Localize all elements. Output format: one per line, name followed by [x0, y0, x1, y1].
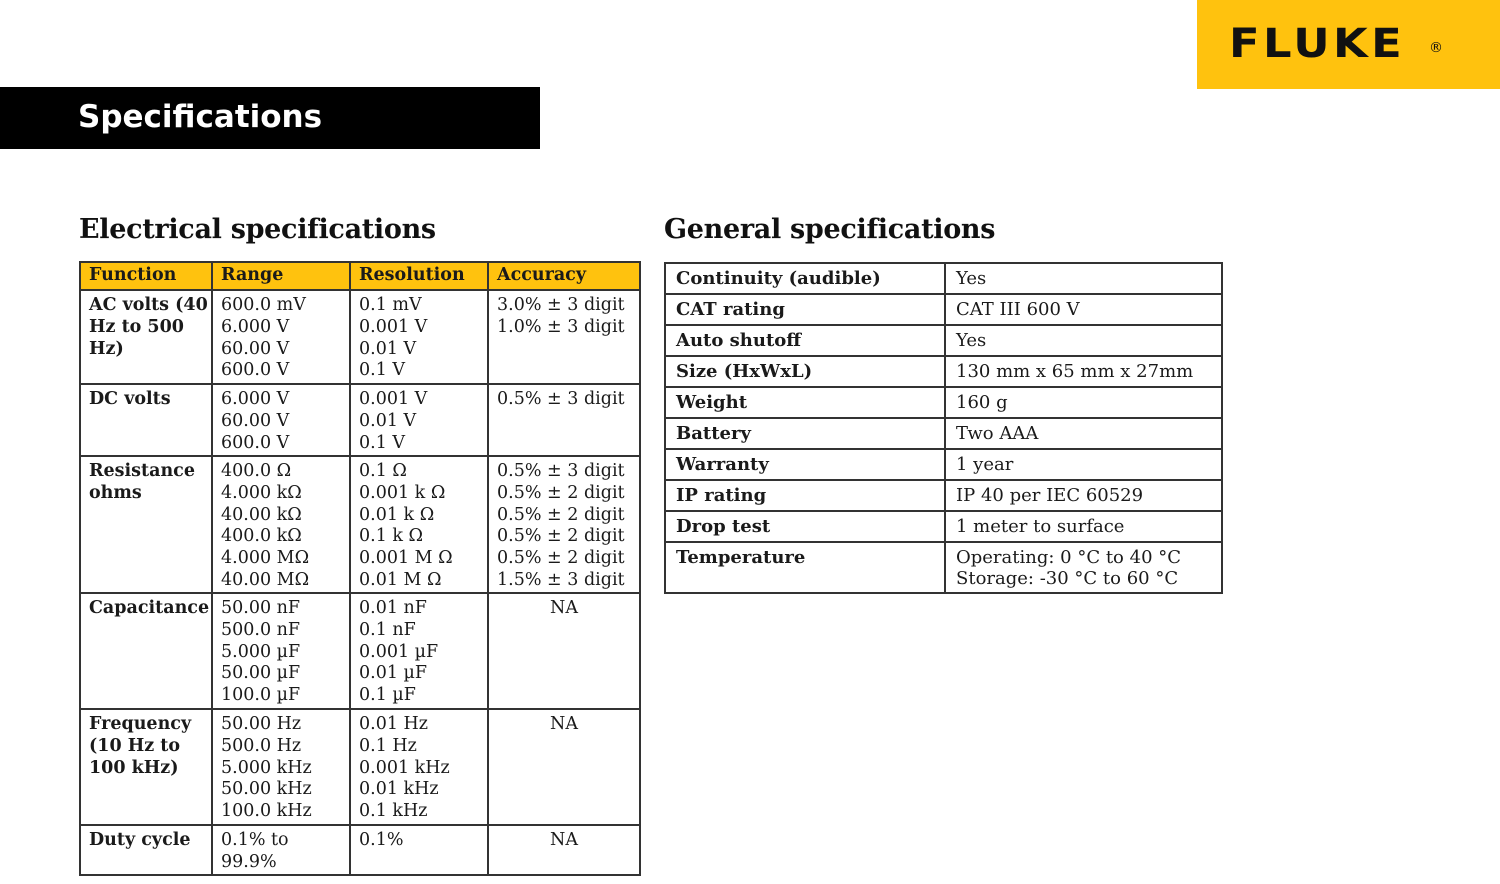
range-cell	[212, 456, 350, 593]
table-row	[80, 825, 640, 875]
range-value: 100.0 kHz	[221, 801, 312, 822]
accuracy-value: 0.5% ± 3 digit	[497, 389, 625, 409]
spec-label: IP rating	[665, 480, 945, 511]
function-cell: Duty cycle	[80, 825, 212, 875]
accuracy-value: NA	[550, 830, 578, 850]
accuracy-value: NA	[550, 598, 578, 618]
header-function: Function	[80, 262, 212, 290]
resolution-value: 0.001 µF	[359, 641, 439, 662]
range-value: 60.00 V	[221, 410, 290, 431]
function-cell: AC volts (40 Hz to 500 Hz)	[80, 290, 212, 384]
range-value: 6.000 V	[221, 389, 290, 409]
accuracy-value: 0.5% ± 2 digit	[497, 504, 625, 525]
page-title: Specifications	[78, 99, 323, 135]
resolution-value: 0.1 V	[359, 432, 406, 453]
accuracy-cell	[488, 384, 640, 456]
spec-value: IP 40 per IEC 60529	[945, 480, 1222, 511]
accuracy-value: NA	[550, 714, 578, 734]
spec-value: 1 meter to surface	[945, 511, 1222, 542]
resolution-value: 0.01 µF	[359, 663, 428, 684]
resolution-value: 0.01 nF	[359, 598, 427, 618]
function-cell: Capacitance	[80, 593, 212, 709]
table-row	[80, 456, 640, 593]
table-row	[665, 449, 1222, 480]
resolution-value: 0.1 nF	[359, 619, 416, 640]
range-cell	[212, 384, 350, 456]
range-value: 400.0 Ω	[221, 461, 292, 481]
accuracy-cell	[488, 456, 640, 593]
spec-value: Two AAA	[945, 418, 1222, 449]
accuracy-value: 0.5% ± 2 digit	[497, 482, 625, 503]
spec-label: Drop test	[665, 511, 945, 542]
spec-value: 1 year	[945, 449, 1222, 480]
accuracy-value: 1.0% ± 3 digit	[497, 316, 625, 337]
resolution-cell	[350, 384, 488, 456]
resolution-value: 0.1 Hz	[359, 735, 417, 756]
spec-label: Temperature	[665, 542, 945, 593]
resolution-value: 0.001 M Ω	[359, 548, 453, 569]
range-cell	[212, 825, 350, 875]
spec-label: Size (HxWxL)	[665, 356, 945, 387]
header-accuracy: Accuracy	[488, 262, 640, 290]
table-row	[665, 480, 1222, 511]
spec-value-line: Storage: -30 °C to 60 °C	[956, 568, 1179, 589]
spec-label: CAT rating	[665, 294, 945, 325]
range-value: 500.0 nF	[221, 619, 301, 640]
electrical-specs-title: Electrical specifications	[79, 214, 436, 245]
range-value: 400.0 kΩ	[221, 526, 302, 547]
table-row	[80, 709, 640, 825]
resolution-value: 0.01 Hz	[359, 714, 429, 734]
spec-value: 160 g	[945, 387, 1222, 418]
table-row	[665, 418, 1222, 449]
accuracy-cell	[488, 709, 640, 825]
specifications-banner	[0, 87, 540, 149]
range-value: 6.000 V	[221, 316, 290, 337]
range-value: 600.0 mV	[221, 295, 306, 315]
table-row	[665, 356, 1222, 387]
accuracy-value: 3.0% ± 3 digit	[497, 295, 625, 315]
accuracy-value: 0.5% ± 3 digit	[497, 461, 625, 481]
table-row	[80, 384, 640, 456]
resolution-cell	[350, 290, 488, 384]
range-value: 40.00 kΩ	[221, 504, 302, 525]
range-value: 50.00 nF	[221, 598, 301, 618]
accuracy-cell	[488, 290, 640, 384]
spec-value-line: Operating: 0 °C to 40 °C	[956, 547, 1182, 568]
resolution-value: 0.1 mV	[359, 295, 422, 315]
table-row	[665, 263, 1222, 294]
accuracy-cell	[488, 593, 640, 709]
range-cell	[212, 709, 350, 825]
range-value: 50.00 kHz	[221, 779, 312, 800]
range-value: 50.00 µF	[221, 663, 301, 684]
accuracy-cell	[488, 825, 640, 875]
resolution-value: 0.1 V	[359, 360, 406, 381]
spec-label: Warranty	[665, 449, 945, 480]
range-value: 600.0 V	[221, 360, 290, 381]
brand-name: FLUKE	[1229, 21, 1406, 67]
resolution-value: 0.001 V	[359, 389, 428, 409]
resolution-value: 0.1 kHz	[359, 801, 428, 822]
general-specs-table	[664, 262, 1223, 594]
table-row	[665, 294, 1222, 325]
range-value: 50.00 Hz	[221, 714, 302, 734]
range-cell	[212, 593, 350, 709]
electrical-specs-table	[79, 261, 641, 876]
resolution-value: 0.1%	[359, 830, 404, 850]
general-specs-title: General specifications	[664, 214, 996, 245]
table-row	[665, 325, 1222, 356]
accuracy-value: 0.5% ± 2 digit	[497, 548, 625, 569]
range-value: 40.00 MΩ	[221, 569, 310, 590]
spec-label: Auto shutoff	[665, 325, 945, 356]
resolution-cell	[350, 825, 488, 875]
range-value: 4.000 MΩ	[221, 548, 310, 569]
resolution-value: 0.1 k Ω	[359, 526, 424, 547]
header-range: Range	[212, 262, 350, 290]
resolution-value: 0.01 V	[359, 338, 417, 359]
spec-label: Continuity (audible)	[665, 263, 945, 294]
range-value: 5.000 kHz	[221, 757, 312, 778]
resolution-value: 0.01 M Ω	[359, 569, 442, 590]
table-row	[80, 290, 640, 384]
resolution-cell	[350, 709, 488, 825]
resolution-value: 0.1 µF	[359, 685, 416, 706]
registered-mark: ®	[1429, 40, 1443, 56]
range-value: 99.9%	[221, 851, 277, 872]
spec-label: Weight	[665, 387, 945, 418]
spec-value	[945, 542, 1222, 593]
resolution-value: 0.001 V	[359, 316, 428, 337]
spec-label: Battery	[665, 418, 945, 449]
resolution-cell	[350, 456, 488, 593]
range-value: 4.000 kΩ	[221, 482, 302, 503]
table-row	[665, 387, 1222, 418]
spec-value: Yes	[945, 263, 1222, 294]
table-header-row	[80, 262, 640, 290]
resolution-value: 0.01 k Ω	[359, 504, 435, 525]
spec-value: Yes	[945, 325, 1222, 356]
range-cell	[212, 290, 350, 384]
function-cell: Resistance ohms	[80, 456, 212, 593]
range-value: 100.0 µF	[221, 685, 301, 706]
table-row	[80, 593, 640, 709]
header-resolution: Resolution	[350, 262, 488, 290]
fluke-logo	[1197, 0, 1500, 89]
table-row	[665, 511, 1222, 542]
resolution-value: 0.001 k Ω	[359, 482, 446, 503]
table-row	[665, 542, 1222, 593]
spec-value: 130 mm x 65 mm x 27mm	[945, 356, 1222, 387]
resolution-value: 0.001 kHz	[359, 757, 450, 778]
range-value: 500.0 Hz	[221, 735, 302, 756]
range-value: 5.000 µF	[221, 641, 301, 662]
resolution-value: 0.01 V	[359, 410, 417, 431]
range-value: 60.00 V	[221, 338, 290, 359]
range-value: 0.1% to	[221, 830, 289, 850]
accuracy-value: 1.5% ± 3 digit	[497, 569, 625, 590]
resolution-value: 0.1 Ω	[359, 461, 407, 481]
function-cell: DC volts	[80, 384, 212, 456]
accuracy-value: 0.5% ± 2 digit	[497, 526, 625, 547]
spec-value: CAT III 600 V	[945, 294, 1222, 325]
resolution-cell	[350, 593, 488, 709]
resolution-value: 0.01 kHz	[359, 779, 439, 800]
range-value: 600.0 V	[221, 432, 290, 453]
function-cell: Frequency (10 Hz to 100 kHz)	[80, 709, 212, 825]
